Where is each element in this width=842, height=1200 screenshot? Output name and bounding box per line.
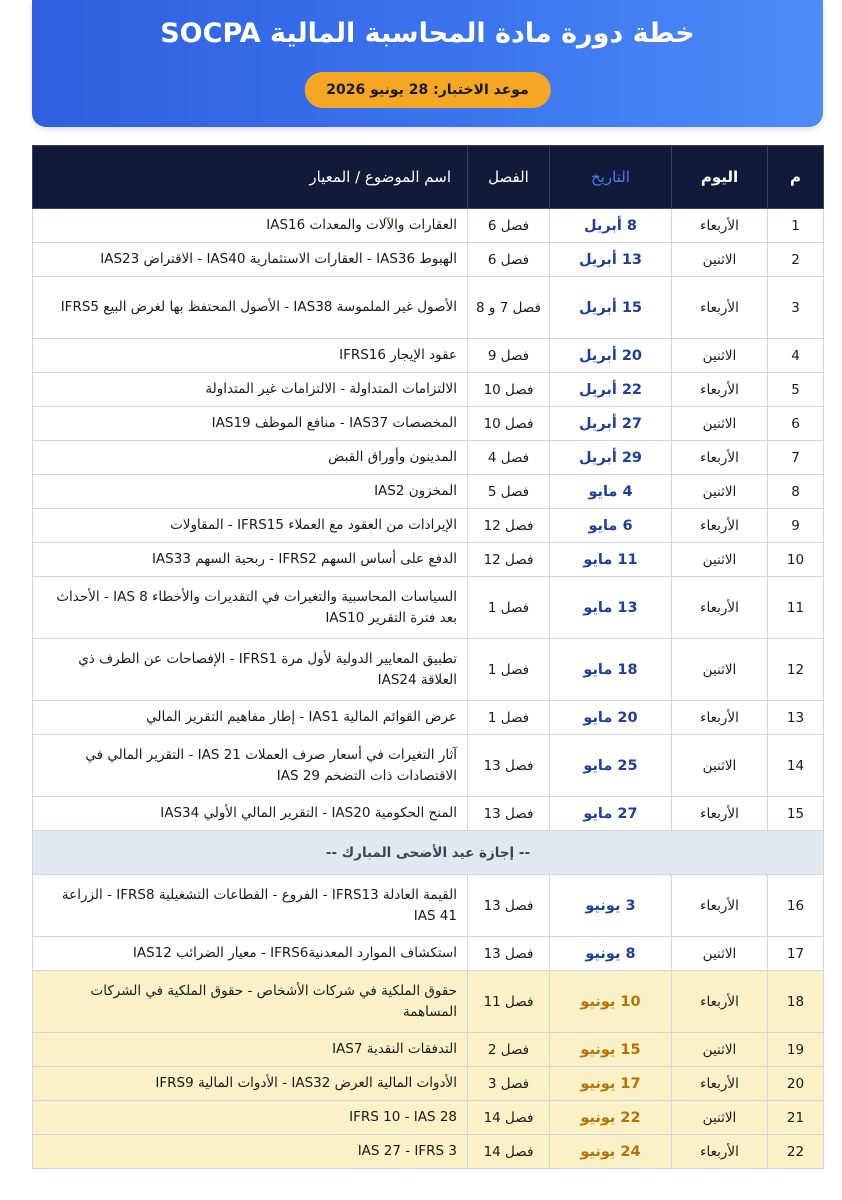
row-number: 16 (768, 875, 824, 937)
table-header-row (33, 146, 824, 209)
row-date: 27 مايو (550, 797, 672, 831)
table-row (33, 1101, 824, 1135)
row-day: الأربعاء (672, 1135, 768, 1169)
row-chapter: فصل 2 (468, 1033, 550, 1067)
row-chapter: فصل 11 (468, 971, 550, 1033)
table-row (33, 1067, 824, 1101)
row-topic: المخصصات IAS37 - منافع الموظف IAS19 (33, 407, 468, 441)
row-day: الأربعاء (672, 1067, 768, 1101)
table-row (33, 441, 824, 475)
row-date: 15 أبريل (550, 277, 672, 339)
row-topic: تطبيق المعايير الدولية لأول مرة IFRS1 - الإفصاحات عن الطرف ذي العلاقة IAS24 (33, 639, 468, 701)
row-topic: المخزون IAS2 (33, 475, 468, 509)
table-row (33, 277, 824, 339)
row-date: 18 مايو (550, 639, 672, 701)
row-day: الاثنين (672, 639, 768, 701)
row-chapter: فصل 1 (468, 577, 550, 639)
row-date: 27 أبريل (550, 407, 672, 441)
table-row (33, 209, 824, 243)
header-day: اليوم (672, 146, 768, 209)
row-topic: المدينون وأوراق القبض (33, 441, 468, 475)
header-num: م (768, 146, 824, 209)
row-topic: IFRS 10 - IAS 28 (33, 1101, 468, 1135)
row-number: 4 (768, 339, 824, 373)
row-chapter: فصل 1 (468, 639, 550, 701)
table-row (33, 543, 824, 577)
table-row (33, 1033, 824, 1067)
row-day: الأربعاء (672, 277, 768, 339)
row-date: 8 أبريل (550, 209, 672, 243)
row-number: 10 (768, 543, 824, 577)
row-topic: الأصول غير الملموسة IAS38 - الأصول المحتفظ بها لغرض البيع IFRS5 (33, 277, 468, 339)
row-day: الأربعاء (672, 509, 768, 543)
row-day: الاثنين (672, 339, 768, 373)
row-number: 21 (768, 1101, 824, 1135)
row-number: 2 (768, 243, 824, 277)
table-row (33, 475, 824, 509)
row-number: 13 (768, 701, 824, 735)
row-chapter: فصل 9 (468, 339, 550, 373)
row-date: 4 مايو (550, 475, 672, 509)
row-number: 11 (768, 577, 824, 639)
table-row (33, 509, 824, 543)
row-day: الاثنين (672, 735, 768, 797)
header-chapter: الفصل (468, 146, 550, 209)
holiday-label: -- إجازة عيد الأضحى المبارك -- (33, 831, 824, 875)
row-day: الاثنين (672, 543, 768, 577)
row-topic: العقارات والآلات والمعدات IAS16 (33, 209, 468, 243)
row-number: 20 (768, 1067, 824, 1101)
table-row (33, 875, 824, 937)
row-chapter: فصل 10 (468, 373, 550, 407)
header-topic: اسم الموضوع / المعيار (33, 146, 468, 209)
row-day: الاثنين (672, 1101, 768, 1135)
row-day: الأربعاء (672, 373, 768, 407)
row-topic: المنح الحكومية IAS20 - التقرير المالي الأولي IAS34 (33, 797, 468, 831)
row-topic: التدفقات النقدية IAS7 (33, 1033, 468, 1067)
row-date: 22 يونيو (550, 1101, 672, 1135)
row-number: 18 (768, 971, 824, 1033)
row-topic: عقود الإيجار IFRS16 (33, 339, 468, 373)
row-number: 3 (768, 277, 824, 339)
row-number: 5 (768, 373, 824, 407)
row-number: 7 (768, 441, 824, 475)
table-row (33, 701, 824, 735)
header-banner (32, 0, 823, 127)
row-date: 29 أبريل (550, 441, 672, 475)
table-row (33, 1135, 824, 1169)
row-date: 13 مايو (550, 577, 672, 639)
table-row (33, 407, 824, 441)
row-chapter: فصل 13 (468, 735, 550, 797)
row-day: الأربعاء (672, 797, 768, 831)
row-number: 1 (768, 209, 824, 243)
row-topic: آثار التغيرات في أسعار صرف العملات IAS 21 - التقرير المالي في الاقتصادات ذات التضخم IAS 29 (33, 735, 468, 797)
row-number: 19 (768, 1033, 824, 1067)
row-topic: عرض القوائم المالية IAS1 - إطار مفاهيم التقرير المالي (33, 701, 468, 735)
row-date: 6 مايو (550, 509, 672, 543)
row-day: الاثنين (672, 475, 768, 509)
row-chapter: فصل 13 (468, 797, 550, 831)
row-number: 9 (768, 509, 824, 543)
row-topic: حقوق الملكية في شركات الأشخاص - حقوق الملكية في الشركات المساهمة (33, 971, 468, 1033)
row-number: 17 (768, 937, 824, 971)
row-date: 24 يونيو (550, 1135, 672, 1169)
row-chapter: فصل 5 (468, 475, 550, 509)
row-day: الاثنين (672, 937, 768, 971)
row-chapter: فصل 13 (468, 937, 550, 971)
row-date: 8 يونيو (550, 937, 672, 971)
row-chapter: فصل 4 (468, 441, 550, 475)
row-number: 14 (768, 735, 824, 797)
row-day: الاثنين (672, 243, 768, 277)
row-topic: الإيرادات من العقود مع العملاء IFRS15 - المقاولات (33, 509, 468, 543)
table-row (33, 797, 824, 831)
row-number: 8 (768, 475, 824, 509)
table-row (33, 639, 824, 701)
table-row (33, 373, 824, 407)
exam-date-badge: موعد الاختبار: 28 يونيو 2026 (304, 72, 551, 108)
row-topic: الهبوط IAS36 - العقارات الاستثمارية IAS40 - الاقتراض IAS23 (33, 243, 468, 277)
header-date: التاريخ (550, 146, 672, 209)
row-chapter: فصل 13 (468, 875, 550, 937)
row-day: الاثنين (672, 1033, 768, 1067)
page-title: خطة دورة مادة المحاسبة المالية SOCPA (160, 18, 695, 49)
row-date: 20 مايو (550, 701, 672, 735)
row-date: 15 يونيو (550, 1033, 672, 1067)
row-topic: الأدوات المالية العرض IAS32 - الأدوات المالية IFRS9 (33, 1067, 468, 1101)
row-topic: استكشاف الموارد المعدنيةIFRS6 - معيار الضرائب IAS12 (33, 937, 468, 971)
row-chapter: فصل 10 (468, 407, 550, 441)
row-day: الأربعاء (672, 875, 768, 937)
row-date: 20 أبريل (550, 339, 672, 373)
schedule-table (32, 145, 824, 1169)
row-number: 12 (768, 639, 824, 701)
row-topic: الدفع على أساس السهم IFRS2 - ربحية السهم IAS33 (33, 543, 468, 577)
row-chapter: فصل 1 (468, 701, 550, 735)
row-topic: الالتزامات المتداولة - الالتزامات غير المتداولة (33, 373, 468, 407)
row-date: 25 مايو (550, 735, 672, 797)
row-date: 13 أبريل (550, 243, 672, 277)
row-chapter: فصل 3 (468, 1067, 550, 1101)
row-number: 6 (768, 407, 824, 441)
row-day: الأربعاء (672, 701, 768, 735)
table-row (33, 735, 824, 797)
table-row (33, 937, 824, 971)
row-chapter: فصل 7 و 8 (468, 277, 550, 339)
row-chapter: فصل 6 (468, 243, 550, 277)
row-date: 11 مايو (550, 543, 672, 577)
table-row (33, 971, 824, 1033)
row-day: الأربعاء (672, 577, 768, 639)
row-number: 22 (768, 1135, 824, 1169)
row-date: 22 أبريل (550, 373, 672, 407)
row-topic: IAS 27 - IFRS 3 (33, 1135, 468, 1169)
row-chapter: فصل 14 (468, 1101, 550, 1135)
row-date: 17 يونيو (550, 1067, 672, 1101)
row-day: الأربعاء (672, 209, 768, 243)
table-row (33, 577, 824, 639)
row-date: 10 يونيو (550, 971, 672, 1033)
row-day: الأربعاء (672, 441, 768, 475)
row-topic: القيمة العادلة IFRS13 - الفروع - القطاعات التشغيلية IFRS8 - الزراعة IAS 41 (33, 875, 468, 937)
table-row (33, 243, 824, 277)
row-day: الأربعاء (672, 971, 768, 1033)
row-day: الاثنين (672, 407, 768, 441)
row-topic: السياسات المحاسبية والتغيرات في التقديرات والأخطاء IAS 8 - الأحداث بعد فترة التقرير IAS10 (33, 577, 468, 639)
row-date: 3 يونيو (550, 875, 672, 937)
row-chapter: فصل 12 (468, 543, 550, 577)
row-chapter: فصل 12 (468, 509, 550, 543)
holiday-row (33, 831, 824, 875)
row-chapter: فصل 6 (468, 209, 550, 243)
row-number: 15 (768, 797, 824, 831)
row-chapter: فصل 14 (468, 1135, 550, 1169)
table-row (33, 339, 824, 373)
